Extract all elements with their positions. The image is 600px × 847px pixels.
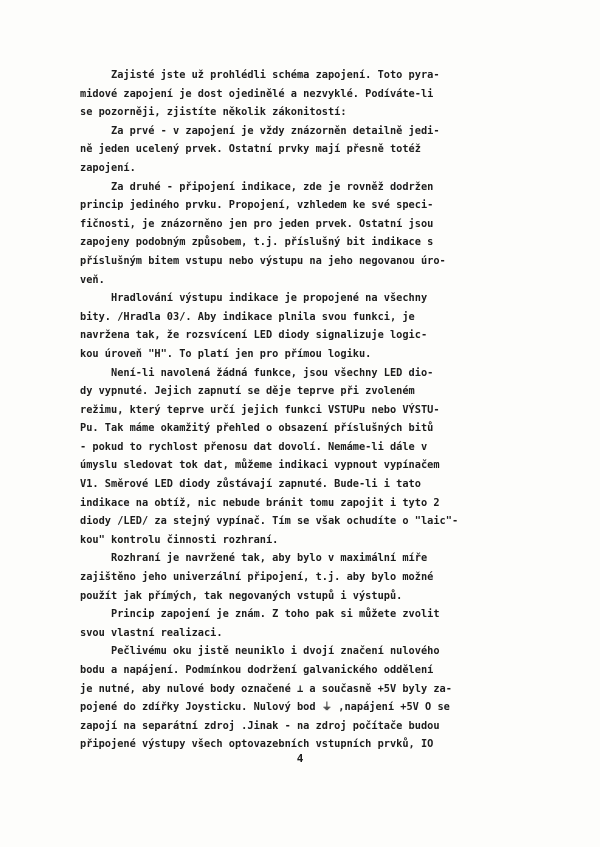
text-line: použít jak přímých, tak negovaných vstupů i výstupů.	[80, 589, 403, 602]
text-line: Pu. Tak máme okamžitý přehled o obsazení příslušných bitů	[80, 422, 434, 435]
text-line: navržena tak, že rozsvícení LED diody signalizuje logic-	[80, 329, 428, 342]
text-line: Není-li navolená žádná funkce, jsou všechny LED dio-	[80, 366, 434, 379]
body-text	[80, 66, 496, 754]
text-line: Zajisté jste už prohlédli schéma zapojení. Toto pyra-	[80, 69, 440, 81]
text-line: je nutné, aby nulové body označené ⊥ a současně +5V byly za-	[80, 682, 452, 695]
text-line: zajištěno jeho univerzální připojení, t.j. aby bylo možné	[80, 571, 434, 584]
text-line: Hradlování výstupu indikace je propojené na všechny	[80, 292, 428, 305]
text-line: ně jeden ucelený prvek. Ostatní prvky mají přesně totéž	[80, 143, 421, 156]
text-line: V1. Směrové LED diody zůstávají zapnuté. Bude-li i tato	[80, 478, 421, 491]
text-line: připojené výstupy všech optovazebních vstupních prvků, IO	[80, 738, 434, 751]
text-line: Princip zapojení je znám. Z toho pak si můžete zvolit	[80, 608, 440, 621]
text-line: kou" kontrolu činnosti rozhraní.	[80, 533, 279, 546]
text-line: veň.	[80, 273, 105, 286]
text-line: úmyslu sledovat tok dat, můžeme indikaci vypnout vypínačem	[80, 459, 440, 472]
text-line: dy vypnuté. Jejich zapnutí se děje teprve při zvoleném	[80, 385, 415, 398]
text-line: bity. /Hradla 03/. Aby indikace plnila svou funkci, je	[80, 310, 415, 323]
text-line: příslušným bitem vstupu nebo výstupu na jeho negovanou úro-	[80, 254, 446, 267]
text-line: Za druhé - připojení indikace, zde je rovněž dodržen	[80, 180, 434, 193]
text-line: bodu a napájení. Podmínkou dodržení galvanického oddělení	[80, 664, 434, 676]
text-line: Za prvé - v zapojení je vždy znázorněn detailně jedi-	[80, 124, 440, 137]
text-line: zapojeny podobným způsobem, t.j. příslušný bit indikace s	[80, 236, 434, 249]
text-line: kou úroveň "H". To platí jen pro přímou logiku.	[80, 347, 372, 360]
text-line: diody /LED/ za stejný vypínač. Tím se však ochudíte o "laic"-	[80, 515, 459, 528]
text-line: se pozorněji, zjistíte několik zákonitostí:	[80, 106, 347, 119]
page-number: 4	[296, 752, 304, 765]
text-line: zapojení.	[80, 161, 136, 174]
text-line: fičnosti, je znázorněno jen pro jeden prvek. Ostatní jsou	[80, 217, 434, 230]
text-line: Rozhraní je navržené tak, aby bylo v maximální míře	[80, 552, 428, 565]
text-line: svou vlastní realizaci.	[80, 626, 223, 639]
text-line: režimu, který teprve určí jejich funkci VSTUPu nebo VÝSTU-	[80, 403, 440, 416]
text-line: indikace na obtíž, nic nebude bránit tomu zapojit i tyto 2	[80, 496, 440, 509]
text-line: princip jediného prvku. Propojení, vzhledem ke své speci-	[80, 199, 434, 212]
text-line: Pečlivému oku jistě neuniklo i dvojí značení nulového	[80, 645, 440, 658]
text-line: - pokud to rychlost přenosu dat dovolí. Nemáme-li dále v	[80, 440, 428, 453]
text-line: pojené do zdířky Joysticku. Nulový bod ⏚ ,napájení +5V O se	[80, 701, 450, 714]
text-line: zapojí na separátní zdroj .Jinak - na zdroj počítače budou	[80, 719, 440, 732]
text-line: midové zapojení je dost ojedinělé a nezvyklé. Podíváte-li	[80, 87, 434, 100]
